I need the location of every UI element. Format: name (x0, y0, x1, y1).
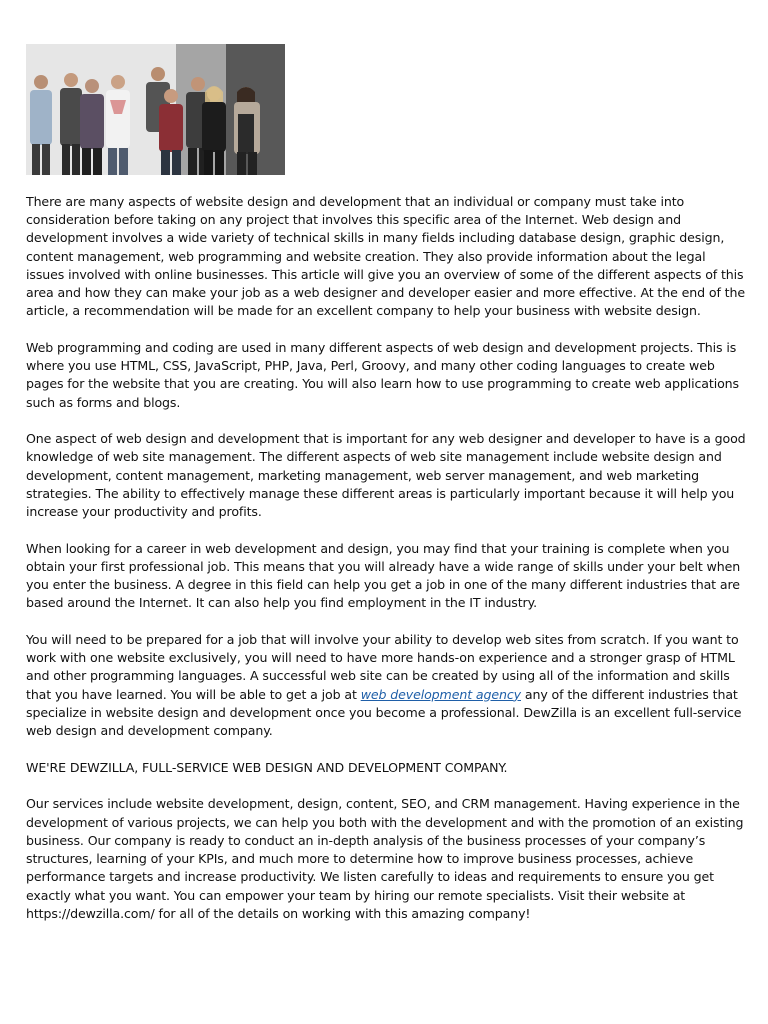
paragraph-1: There are many aspects of website design and development that an individual or company must take into consideration before taking on any project that involves this specific area of the Internet. Web design and development involves a wide variety of technical skills in many fields including database design, graphic design, content management, web programming and website creation. They also provide information about the legal issues involved with online businesses. This article will give you an overview of some of the different aspects of this area and how they can make your job as a web designer and developer easier and more effective. At the end of the article, a recommendation will be made for an excellent company to help your business with website design. (26, 194, 745, 319)
team-photo (26, 44, 285, 175)
paragraph-5-after-link: any of the different industries that specialize in website design and development once you become a professional. DewZilla is an excellent full-service web design and development company. (26, 686, 742, 739)
article-body (26, 193, 746, 941)
paragraph-5 (26, 631, 746, 740)
paragraph-7: Our services include website development, design, content, SEO, and CRM management. Having experience in the development of various projects, we can help you both with the development and with the promotion of an existing business. Our company is ready to conduct an in-depth analysis of the business processes of your company’s structures, learning of your KPIs, and much more to determine how to improve business processes, achieve performance targets and increase productivity. We listen carefully to ideas and requirements to ensure you get exactly what you want. You can empower your team by hiring our remote specialists. Visit their website at https://dewzilla.com/ for all of the details on working with this amazing company! (26, 796, 744, 921)
web-development-agency-link[interactable]: web development agency (360, 686, 521, 702)
paragraph-5-before-link: You will need to be prepared for a job that will involve your ability to develop web sites from scratch. If you want to work with one website exclusively, you will need to have more hands-on experience and a stronger grasp of HTML and other programming languages. A successful web site can be created by using all of the information and skills that you have learned. You will be able to get a job at (26, 632, 739, 702)
paragraph-3: One aspect of web design and development that is important for any web designer and developer to have is a good knowledge of web site management. The different aspects of web site management include website design and development, content management, marketing management, web server management, and web marketing strategies. The ability to effectively manage these different areas is particularly important because it will help you increase your productivity and profits. (26, 431, 746, 520)
paragraph-2: Web programming and coding are used in many different aspects of web design and development projects. This is where you use HTML, CSS, JavaScript, PHP, Java, Perl, Groovy, and many other coding languages to create web pages for the website that you are creating. You will also learn how to use programming to create web applications such as forms and blogs. (26, 339, 739, 410)
paragraph-4: When looking for a career in web development and design, you may find that your training is complete when you obtain your first professional job. This means that you will already have a wide range of skills under your belt when you enter the business. A degree in this field can help you get a job in one of the many different industries that are based around the Internet. It can also help you find employment in the IT industry. (26, 540, 741, 611)
company-heading: WE'RE DEWZILLA, FULL-SERVICE WEB DESIGN AND DEVELOPMENT COMPANY. (26, 759, 508, 775)
